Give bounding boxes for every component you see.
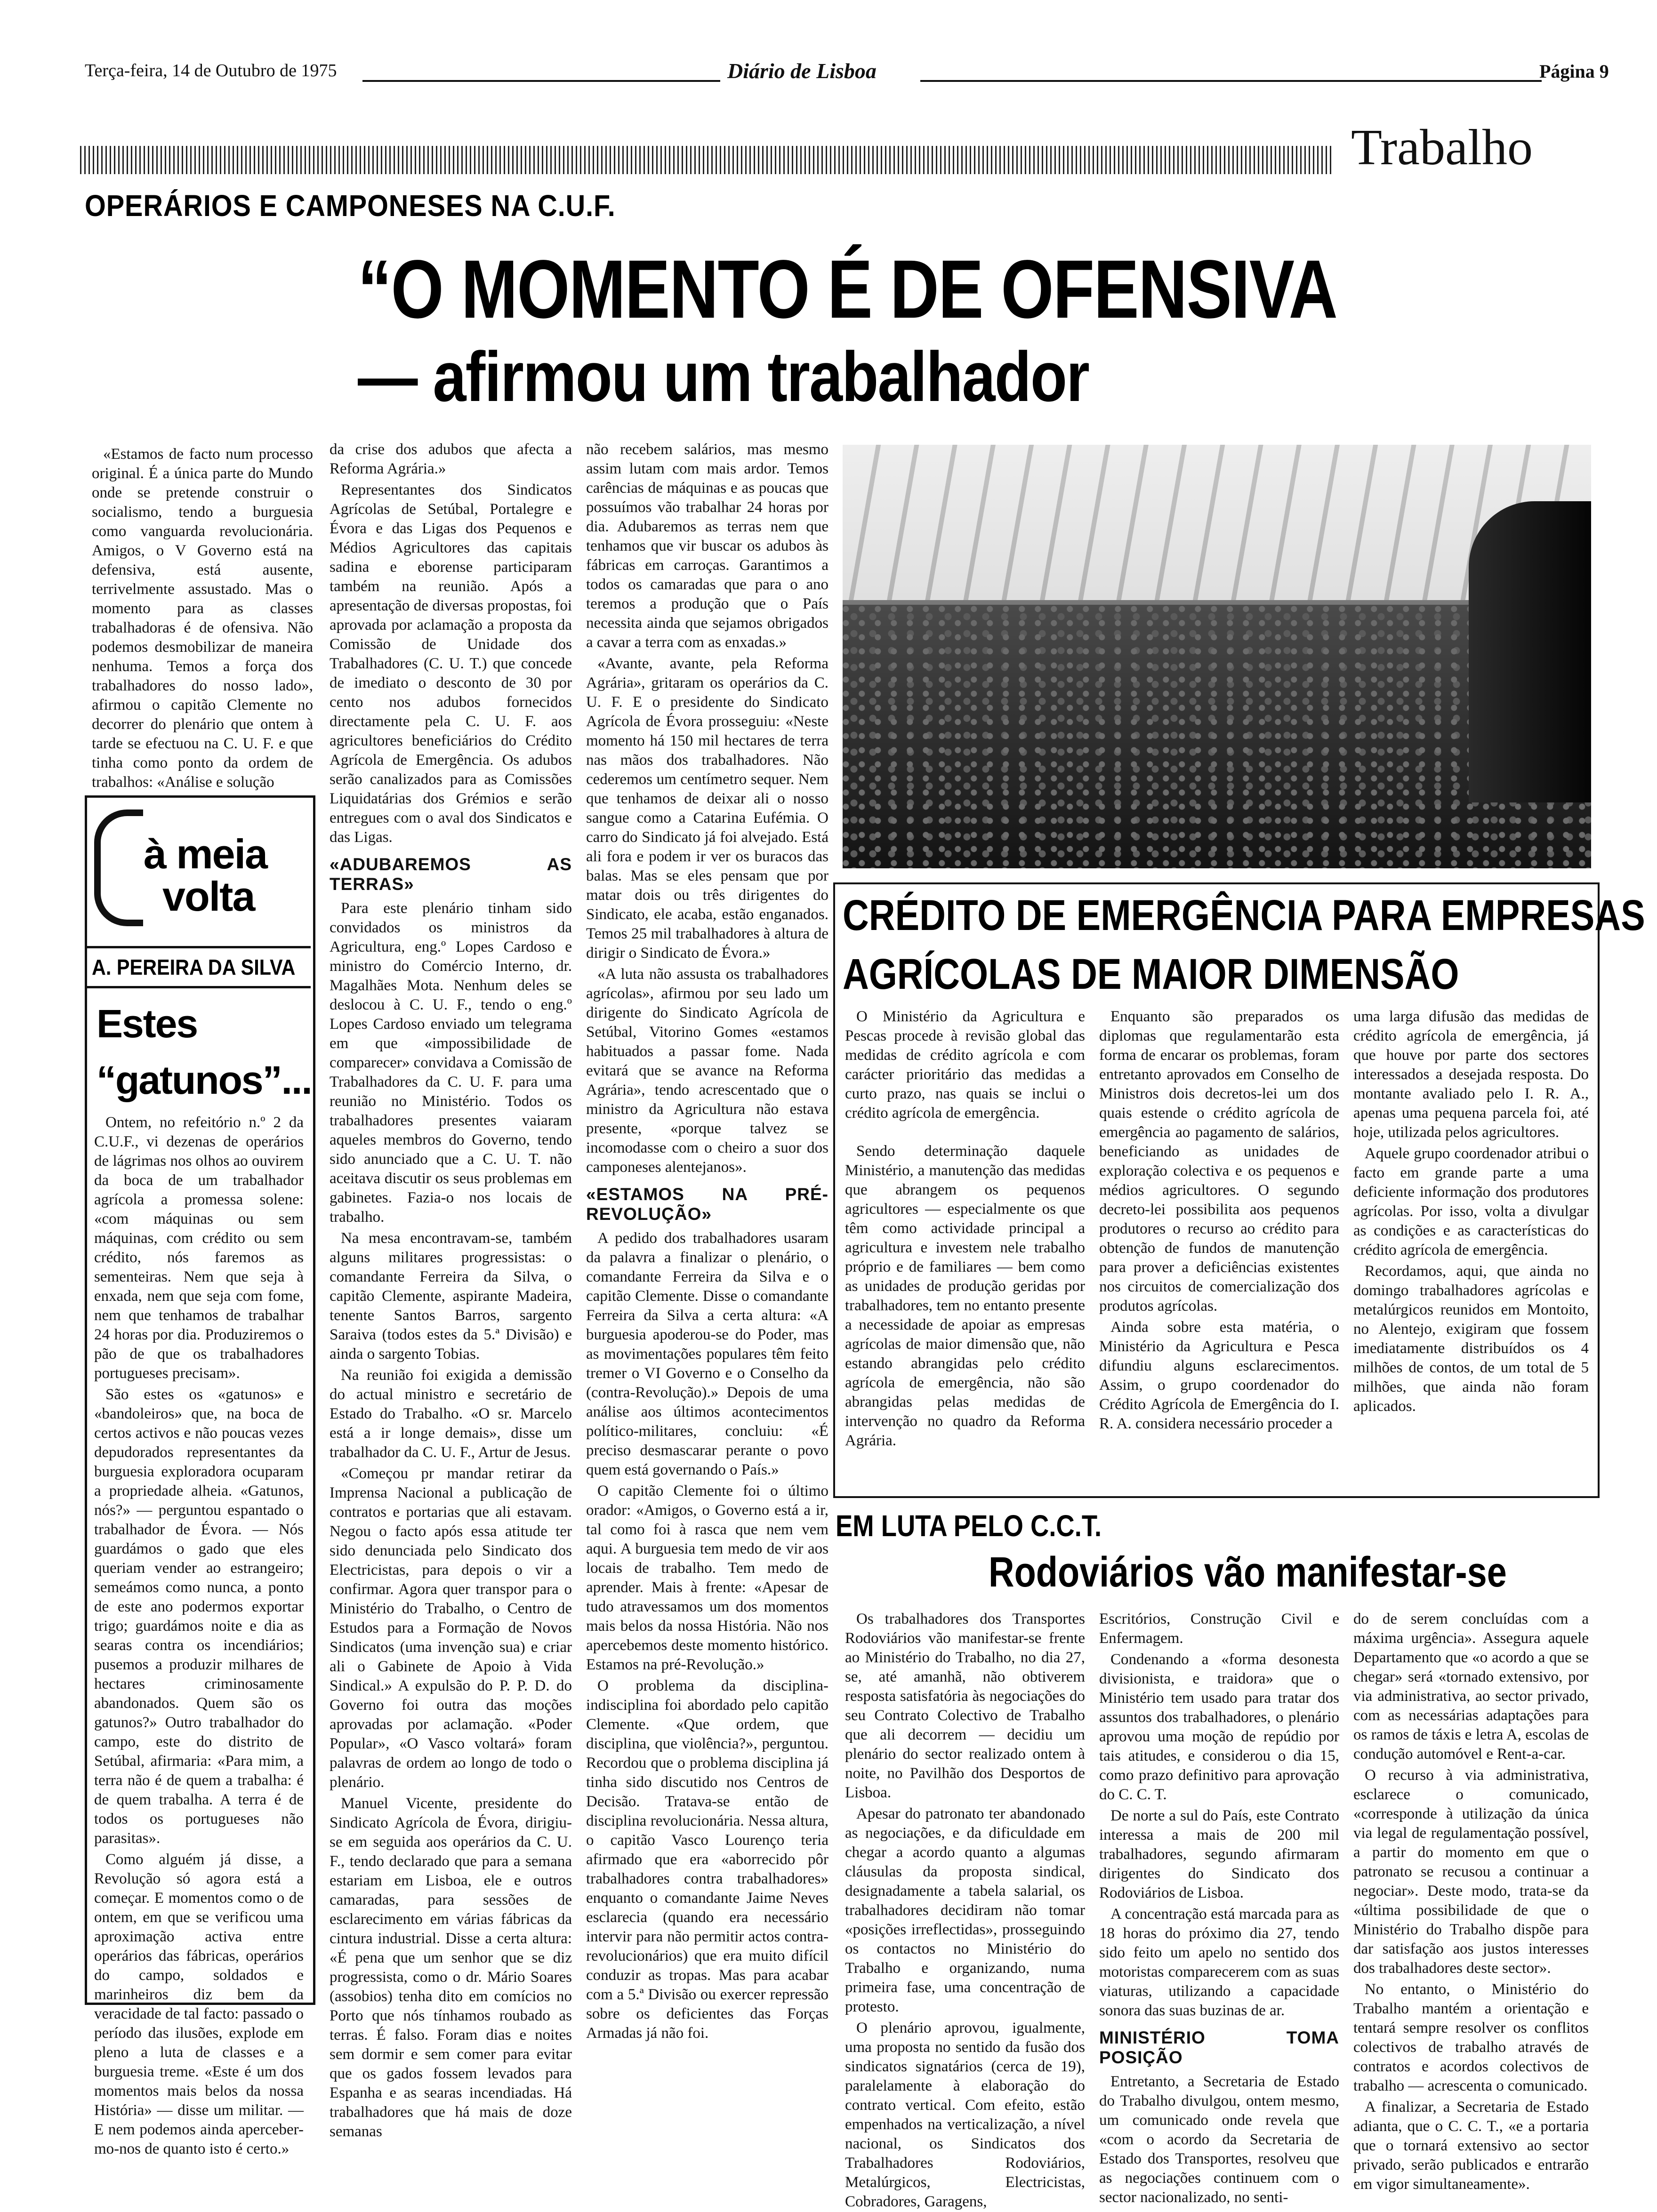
rodoviarios-col1-paragraph: Os trabalhadores dos Transportes Rodoviários vão manifestar-se frente ao Ministério do Trabalho, no dia 27, se, até amanhã, não obtiverem resposta satisfatória às negociações do seu Contrato Colectivo de Trabalho que ali decorrem — decidiu um plenário do sector realizado ontem à noite, no Pavilhão dos Desportos de Lisboa. (845, 1611, 1085, 1801)
lead-col2-paragraph: da crise dos adubos que afecta a Reforma Agrária.» (330, 441, 572, 477)
lead-col2-paragraph: Na reunião foi exigida a demissão do actual ministro e secretário de Estado do Trabalho. «O sr. Marcelo está a ir longe demais», disse um trabalhador da C. U. F., Artur de Jesus. (330, 1367, 572, 1461)
photo-speaker (1469, 501, 1591, 802)
lead-column-1 (92, 445, 313, 791)
lead-col2-paragraph: Representantes dos Sindicatos Agrícolas de Setúbal, Portalegre e Évora e das Ligas dos Pequenos e Médios Agricultores das capitais sadina e eborense participaram também na reunião. Após a apresentação de diversas propostas, foi aprovada por aclamação a proposta da Comissão de Unidade dos Trabalhadores (C. U. T.) que concede de imediato o desconto de 30 por cento nos adubos fornecidos directamente pela C. U. F. aos agricultores beneficiários do Crédito Agrícola de Emergência. Os adubos serão canalizados para as Comissões Liquidatárias dos Grémios e serão entregues com o aval dos Sindicatos e das Ligas. (330, 481, 572, 846)
lead-col1-paragraph: «Estamos de facto num processo original. É a única parte do Mundo onde se pretende construir o socialismo, tendo a burguesia como vanguarda revolucionária. Amigos, o V Governo está na defensiva, está ausente, terrivelmente assustado. Mas o momento para as classes trabalhadoras é de ofensiva. Não podemos desmobilizar de maneira nenhuma. Temos a força dos trabalhadores do nosso lado», afirmou o capitão Clemente no decorrer do plenário que ontem à tarde se efectuou na C. U. F. e que tinha como ponto da ordem de trabalhos: «Análise e solução (92, 446, 313, 791)
rodoviarios-col1-paragraph: Apesar do patronato ter abandonado as negociações, e da dificuldade em chegar a acordo quanto a algumas cláusulas da proposta sindical, designadamente a tabela salarial, os trabalhadores decidiram não tomar «posições irreflectidas», prosseguindo os contactos no Ministério do Trabalho e organizando, numa primeira fase, uma concentração de protesto. (845, 1805, 1085, 2015)
plenary-photo (843, 445, 1591, 868)
lead-headline-line2: — afirmou um trabalhador (358, 337, 1089, 416)
header-rule-left (362, 80, 720, 82)
lead-column-3 (586, 440, 828, 2198)
section-hatch-band (80, 146, 1332, 174)
lead-col3-paragraph: «A luta não assusta os trabalhadores agrícolas», afirmou por seu lado um dirigente do Sindicato Agrícola de Setúbal, Vitorino Gomes «estamos habituados a passar fome. Nada evitará que se avance na Reforma Agrária», tendo acrescentado que o ministro da Agricultura não estava presente, «porque talvez se incomodasse com o cheiro a suor dos camponeses alentejanos». (586, 966, 828, 1176)
column-box-title-2: volta (162, 873, 255, 920)
page-number: Página 9 (1539, 61, 1609, 82)
lead-col3-paragraph: não recebem salários, mas mesmo assim lutam com mais ardor. Temos carências de máquinas e as poucas que possuímos vão trabalhar 24 horas por dia. Adubaremos as terras nem que tenhamos que vir buscar os adubos às fábricas em carroças. Garantimos a todos os camaradas que para o ano teremos a produção que o País necessita ainda que sejamos obrigados a cavar a terra com as enxadas.» (586, 441, 828, 651)
newspaper-name: Diário de Lisboa (727, 59, 877, 83)
column-box-paragraph: Como alguém já disse, a Revolução só agora está a começar. E momentos como o de ontem, em que se verificou uma aproximação activa entre operários das fábricas, operários do campo, soldados e marinheiros diz bem da veracidade de tal facto: passado o período das ilusões, explode em pleno a luta de classes e a burguesia treme. «Este é um dos momentos mais belos da nossa História» — disse um militar. — E nem podemos ainda aperceber-mo-nos de quanto isto é certo.» (94, 1851, 304, 2157)
rodoviarios-col2-paragraph: A concentração está marcada para as 18 horas do próximo dia 27, tendo sido feito um apelo no sentido dos motoristas comparecerem com as suas viaturas, utilizando a capacidade sonora das suas buzinas de ar. (1099, 1906, 1339, 2019)
lead-headline-line1: “O MOMENTO É DE OFENSIVA (358, 243, 1337, 336)
lead-col3-paragraph: O problema da disciplina-indisciplina foi abordado pelo capitão Clemente. «Que ordem, que disciplina, que violência?», perguntou. Recordou que o problema disciplina já tinha sido discutido nos Centros de Decisão. Tratava-se então de disciplina revolucionária. Nessa altura, o capitão Vasco Lourenço teria afirmado que era «aborrecido pôr trabalhadores contra trabalhadores» enquanto o comandante Jaime Neves esclarecia (quando era necessário intervir para não permitir actos contra-revolucionários) que era muito difícil conduzir as tropas. Mas para acabar com a 5.ª Divisão ou exercer repressão sobre os deficientes das Forças Armadas já não foi. (586, 1677, 828, 2042)
credit-col2-paragraph: Ainda sobre esta matéria, o Ministério da Agricultura e Pesca difundiu alguns esclarecimentos. Assim, o grupo coordenador do Crédito Agrícola de Emergência do I. R. A. considera necessário proceder a (1099, 1319, 1339, 1432)
column-box-title-1: à meia (144, 831, 267, 877)
lead-column-2 (330, 440, 572, 2198)
rodoviarios-col2-paragraph: Condenando a «forma desonesta divisionista, e traidora» que o Ministério tem usado para tratar dos assuntos dos trabalhadores, o plenário aprovou uma moção de repúdio por tais atitudes, e considerou o dia 15, como prazo definitivo para aprovação do C. C. T. (1099, 1651, 1339, 1803)
lead-subhead-pre-revolucao: «ESTAMOS NA PRÉ-REVOLUÇÃO» (586, 1185, 828, 1224)
credit-column-3 (1353, 1007, 1589, 1487)
rodoviarios-headline: Rodoviários vão manifestar-se (989, 1549, 1507, 1596)
credit-headline-line2: AGRÍCOLAS DE MAIOR DIMENSÃO (843, 950, 1459, 998)
lead-col3-paragraph: A pedido dos trabalhadores usaram da palavra a finalizar o plenário, o comandante Ferreira da Silva e o capitão Clemente. Disse o comandante Ferreira da Silva a certa altura: «A burguesia apoderou-se do Poder, mas as movimentações populares têm feito tremer o VI Governo e o Conselho da (contra-Revolução).» Depois de uma análise aos últimos acontecimentos político-militares, concluiu: «É preciso desmascarar perante o povo quem está governando o País.» (586, 1230, 828, 1478)
column-box-author: A. PEREIRA DA SILVA (92, 955, 296, 979)
credit-col2-paragraph: Enquanto são preparados os diplomas que regulamentarão esta forma de encarar os problemas, foram entretanto aprovados em Conselho de Ministros dois decretos-lei um dos quais estende o crédito agrícola de emergência ao pagamento de salários, beneficiando as unidades de exploração colectiva e os pequenos e médios agricultores. O segundo decreto-lei possibilita aos pequenos produtores o recurso ao crédito para obtenção de fundos de manutenção para prover a deficiências existentes nos circuitos de comercialização dos produtos agrícolas. (1099, 1008, 1339, 1314)
credit-headline-line1: CRÉDITO DE EMERGÊNCIA PARA EMPRESAS (843, 891, 1645, 939)
credit-column-2 (1099, 1007, 1339, 1487)
page-date: Terça-feira, 14 de Outubro de 1975 (85, 61, 337, 80)
rodoviarios-col2-paragraph: De norte a sul do País, este Contrato interessa a mais de 200 mil trabalhadores, segundo afirmaram dirigentes do Sindicato dos Rodoviários de Lisboa. (1099, 1807, 1339, 1901)
credit-col1-paragraph: O Ministério da Agricultura e Pescas procede à revisão global das medidas de crédito agrícola e com carácter prioritário das medidas a curto prazo, nas quais se inclui o crédito agrícola de emergência. (845, 1008, 1085, 1122)
header-rule-right (920, 80, 1542, 82)
lead-col2-paragraph: Para este plenário tinham sido convidados os ministros da Agricultura, eng.º Lopes Cardoso e ministro do Comércio Interno, dr. Magalhães Mota. Nenhum deles se deslocou à C. U. F., tendo o eng.º Lopes Cardoso enviado um telegrama em que «impossibilidade de comparecer» convidava a Comissão de Trabalhadores da C. U. F. para uma reunião no Ministério. Todos os trabalhadores presentes vaiaram aqueles membros do Governo, tendo sido anunciado que a C. U. T. não aceitava discutir os seus problemas em gabinetes. Fazia-o nos locais de trabalho. (330, 900, 572, 1226)
lead-col3-paragraph: «Avante, avante, pela Reforma Agrária», gritaram os operários da C. U. F. E o presidente do Sindicato Agrícola de Évora prosseguiu: «Neste momento há 150 mil hectares de terra nas mãos dos trabalhadores. Não cederemos um centímetro sequer. Nem que tenhamos de deixar ali o nosso sangue como a Catarina Eufémia. O carro do Sindicato já foi alvejado. Está ali fora e podem ir ver os buracos das balas. Mas se eles pensam que por matar dois ou três dirigentes do Sindicato, ele acaba, estão enganados. Temos 25 mil trabalhadores à altura de dirigir o Sindicato de Évora.» (586, 655, 828, 962)
column-box-bracket (94, 809, 143, 926)
credit-col1-paragraph: Sendo determinação daquele Ministério, a manutenção das medidas que abrangem os pequenos agricultores — especialmente os que têm como actividade principal a agricultura e investem nele trabalho próprio e de familiares — bem como as unidades de produção geridas por trabalhadores, tem no entanto presente a necessidade de apoiar as empresas agrícolas de maior dimensão que, não estando abrangidas pelo crédito agrícola de emergência, não são abrangidas pelas medidas de intervenção no quadro da Reforma Agrária. (845, 1143, 1085, 1449)
credit-column-1 (845, 1007, 1085, 1487)
lead-kicker: OPERÁRIOS E CAMPONESES NA C.U.F. (85, 189, 616, 223)
section-title: Trabalho (1351, 120, 1533, 176)
column-box-headline-2: “gatunos”... (97, 1058, 312, 1102)
rodoviarios-col2-paragraph: Entretanto, a Secretaria de Estado do Trabalho divulgou, ontem mesmo, um comunicado onde revela que «com o acordo da Secretaria de Estado dos Transportes, resolveu que as negociações continuem com o sector nacionalizado, no senti- (1099, 2073, 1339, 2206)
lead-col2-paragraph: Manuel Vicente, presidente do Sindicato Agrícola de Évora, dirigiu-se em seguida aos operários da C. U. F., tendo declarado que para a semana estariam em Lisboa, ele e outros camaradas, para sessões de esclarecimento em várias fábricas da cintura industrial. Disse a certa altura: «É pena que um senhor que se diz progressista, como o dr. Mário Soares (assobios) tenha dito em comícios no Porto que nós tínhamos roubado as terras. É falso. Foram dias e noites sem dormir e sem comer para evitar que os gados fossem levados para Espanha e as searas incendiadas. Há trabalhadores que há mais de doze semanas (330, 1795, 572, 2140)
lead-subhead-adubaremos: «ADUBAREMOS AS TERRAS» (330, 855, 572, 894)
rodoviarios-col2-paragraph: Escritórios, Construção Civil e Enfermagem. (1099, 1611, 1339, 1647)
rodoviarios-column-3 (1353, 1610, 1589, 2203)
rodoviarios-col3-paragraph: do de serem concluídas com a máxima urgência». Assegura aquele Departamento que «o acordo a que se chegar» será «tornado extensivo, por via administrativa, ao sector privado, com as necessárias adaptações para os ramos de táxis e letra A, escolas de condução automóvel e Rent-a-car. (1353, 1611, 1589, 1763)
rodoviarios-kicker: EM LUTA PELO C.C.T. (836, 1509, 1102, 1543)
column-box-paragraph: São estes os «gatunos» e «bandoleiros» que, na boca de certos activos e não poucas vezes depudorados representantes da burguesia exploradora ocuparam a propriedade alheia. «Gatunos, nós?» — perguntou espantado o trabalhador de Évora. — Nós guardámos o gado que eles queriam vender ao estrangeiro; semeámos como nunca, a ponto de este ano podermos exportar trigo; guardámos noite e dia as searas contra os incendiários; pusemos a produzir milhares de hectares criminosamente abandonados. Quem são os gatunos?» Outro trabalhador do campo, este do distrito de Setúbal, afirmaria: «Para mim, a terra não é de quem a trabalha: é de quem trabalha. A terra é de todos os portugueses não parasitas». (94, 1386, 304, 1847)
credit-col3-paragraph: Recordamos, aqui, que ainda no domingo trabalhadores agrícolas e metalúrgicos reunidos em Montoito, no Alentejo, exigiram que fossem imediatamente distribuídos os 4 milhões de contos, de um total de 5 milhões, que ainda não foram aplicados. (1353, 1263, 1589, 1415)
rodoviarios-col3-paragraph: O recurso à via administrativa, esclarece o comunicado, «corresponde à utilização da única via legal de regulamentação possível, a partir do momento em que o patronato se recusou a continuar a negociar». Deste modo, trata-se da «última possibilidade de que o Ministério do Trabalho dispõe para dar satisfação aos justos interesses dos trabalhadores deste sector». (1353, 1767, 1589, 1977)
lead-col2-paragraph: «Começou pr mandar retirar da Imprensa Nacional a publicação de contratos e portarias que ali estavam. Negou o facto após essa atitude ter sido denunciada pelo Sindicato dos Electricistas, para depois o vir a confirmar. Agora quer transpor para o Ministério do Trabalho, o Centro de Estudos para a Formação de Novos Sindicatos (uma invenção sua) e criar ali o Gabinete de Apoio à Vida Sindical.» A expulsão do P. P. D. do Governo foi outra das moções aprovadas por aclamação. «Poder Popular», «O Vasco voltará» foram palavras de ordem ao longo de todo o plenário. (330, 1465, 572, 1791)
lead-col2-paragraph: Na mesa encontravam-se, também alguns militares progressistas: o comandante Ferreira da Silva, o capitão Clemente, aspirante Madeira, tenente Santos Barros, sargento Saraiva (todos estes da 5.ª Divisão) e ainda o sargento Tobias. (330, 1230, 572, 1362)
column-box-body (94, 1113, 304, 2172)
credit-col3-paragraph: uma larga difusão das medidas de crédito agrícola de emergência, já que houve por parte dos sectores interessados a desejada resposta. Do montante avaliado pelo I. R. A., apenas uma pequena parcela foi, até hoje, utilizada pelos agricultores. (1353, 1008, 1589, 1141)
rodoviarios-col3-paragraph: No entanto, o Ministério do Trabalho mantém a orientação e tentará sempre resolver os conflitos colectivos de trabalho através de contratos e acordos colectivos de trabalho — acrescenta o comunicado. (1353, 1981, 1589, 2094)
column-box-headline-1: Estes (97, 1002, 198, 1046)
rodoviarios-col3-paragraph: A finalizar, a Secretaria de Estado adianta, que o C. C. T., «e a portaria que o tornará extensivo ao sector privado, serão publicados e entrarão em vigor simultaneamente». (1353, 2099, 1589, 2193)
column-box-paragraph: Ontem, no refeitório n.º 2 da C.U.F., vi dezenas de operários de lágrimas nos olhos ao ouvirem da boca de um trabalhador agrícola a promessa solene: «com máquinas ou sem máquinas, com crédito ou sem crédito, nós faremos as sementeiras. Nem que seja à enxada, nem que seja com fome, nem que tenhamos de trabalhar 24 horas por dia. Produziremos o pão de que os trabalhadores portugueses precisam». (94, 1114, 304, 1382)
column-box-author-rule (87, 986, 311, 988)
rodoviarios-column-2 (1099, 1610, 1339, 2206)
rodoviarios-subhead-ministerio: MINISTÉRIO TOMA POSIÇÃO (1099, 2028, 1339, 2067)
credit-col3-paragraph: Aquele grupo coordenador atribui o facto em grande parte a uma deficiente informação dos produtores agrícolas. Por isso, volta a divulgar as condições e as características do crédito agrícola de emergência. (1353, 1145, 1589, 1258)
rodoviarios-col1-paragraph: O plenário aprovou, igualmente, uma proposta no sentido da fusão dos sindicatos signatários (cerca de 19), paralelamente à elaboração do contrato vertical. Com efeito, estão empenhados na verticalização, a nível nacional, os Sindicatos dos Trabalhadores Rodoviários, Metalúrgicos, Electricistas, Cobradores, Garagens, (845, 2020, 1085, 2210)
column-box-divider (87, 946, 311, 948)
rodoviarios-column-1 (845, 1610, 1085, 2210)
lead-col3-paragraph: O capitão Clemente foi o último orador: «Amigos, o Governo está a ir, tal como foi à rasca que nem vem aqui. A burguesia tem medo de vir aos locais de trabalho. Tem medo de aprender. Mais à frente: «Apesar de tudo atravessamos um dos momentos mais belos da nossa História. Não nos apercebemos deste momento histórico. Estamos na pré-Revolução.» (586, 1483, 828, 1673)
